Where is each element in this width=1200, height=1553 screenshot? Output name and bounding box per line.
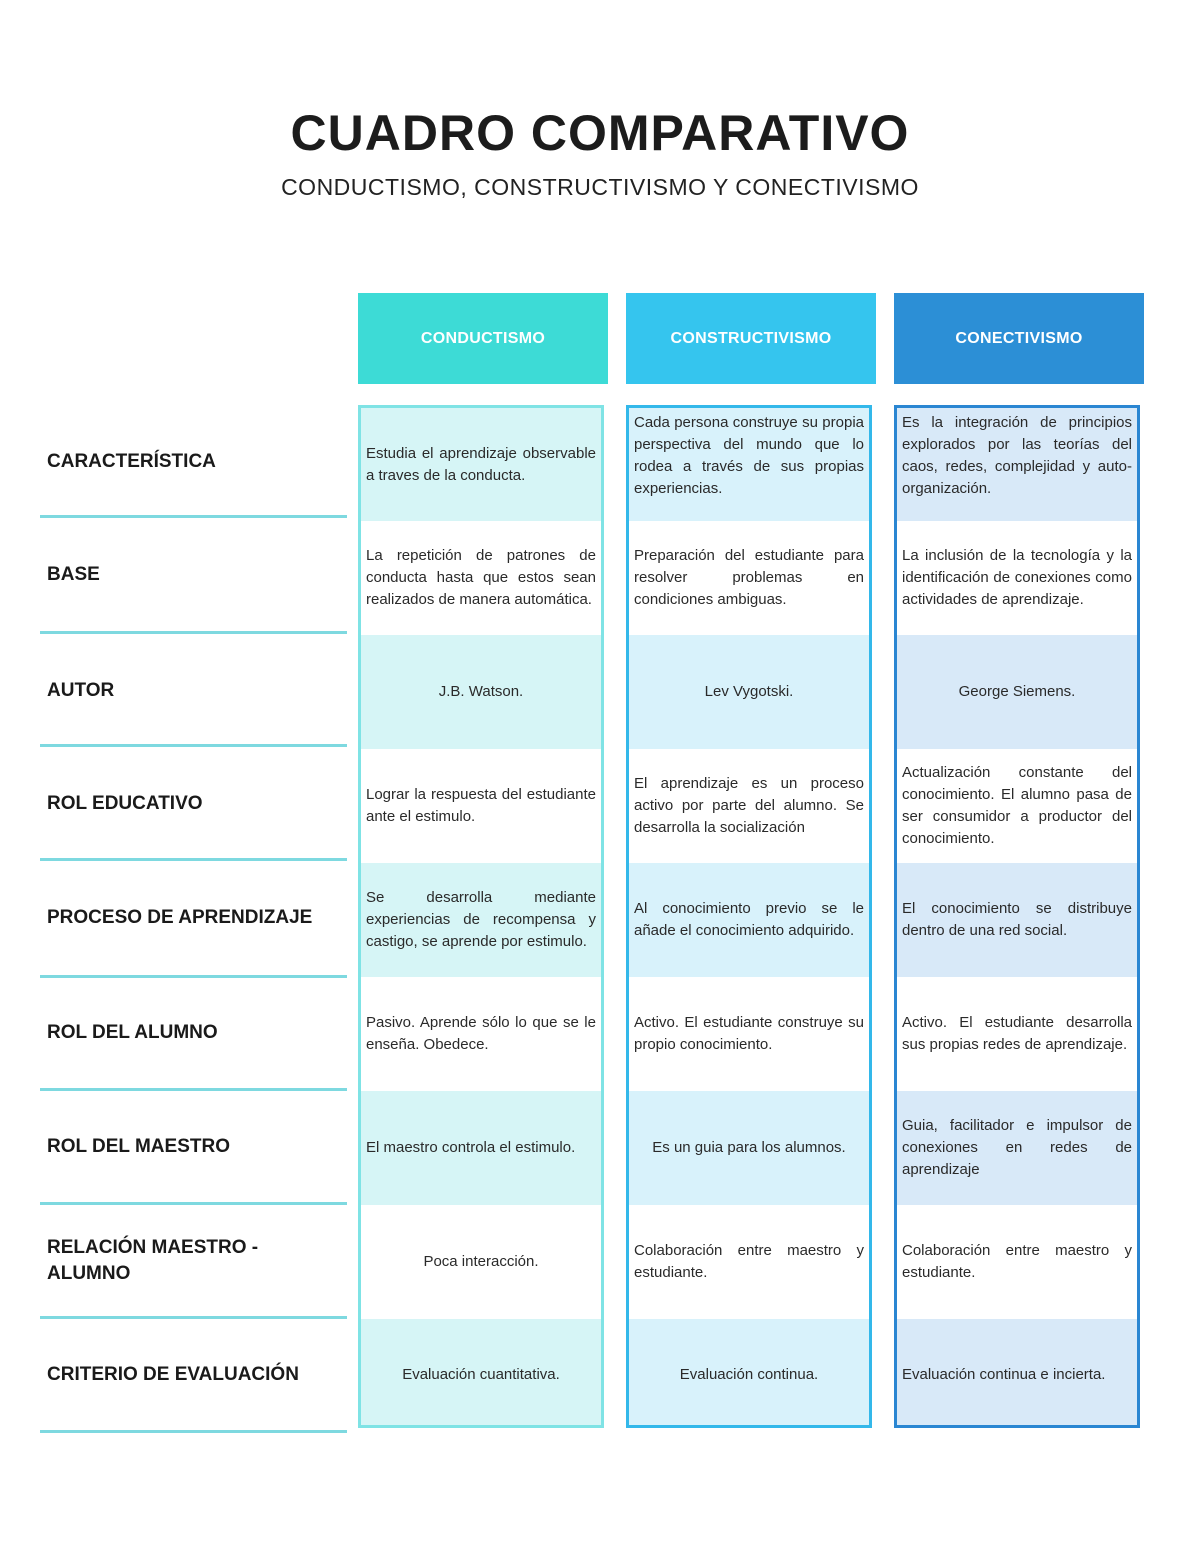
row-label-rol-del-maestro: ROL DEL MAESTRO [47, 1136, 230, 1157]
cell-relacion-maestro-alumno: Colaboración entre maestro y estudiante. [629, 1205, 869, 1319]
row-label-rol-del-alumno: ROL DEL ALUMNO [47, 1022, 218, 1043]
row-label-relacion-maestro-alumno: RELACIÓN MAESTRO - ALUMNO [47, 1237, 259, 1284]
row-label-caracteristica: CARACTERÍSTICA [47, 450, 216, 472]
cell-criterio-de-evaluacion: Evaluación cuantitativa. [361, 1319, 601, 1428]
row-label-rol-educativo: ROL EDUCATIVO [47, 793, 203, 814]
cell-autor: Lev Vygotski. [629, 635, 869, 749]
cell-rol-del-alumno: Activo. El estudiante construye su propio conocimiento. [629, 977, 869, 1091]
header-conductismo: CONDUCTISMO [358, 293, 608, 384]
cell-base: La inclusión de la tecnología y la identificación de conexiones como actividades de aprendizaje. [897, 521, 1137, 635]
cell-caracteristica: Es la integración de principios explorados por las teorías del caos, redes, complejidad y auto-organización. [897, 408, 1137, 521]
cell-rol-educativo: Lograr la respuesta del estudiante ante el estimulo. [361, 749, 601, 863]
page-title: CUADRO COMPARATIVO [290, 105, 910, 161]
row-label-proceso-de-aprendizaje: PROCESO DE APRENDIZAJE [47, 907, 313, 928]
column-conectivismo [894, 405, 1140, 1428]
row-label-criterio-de-evaluacion: CRITERIO DE EVALUACIÓN [47, 1364, 299, 1385]
column-conductismo [358, 405, 604, 1428]
cell-relacion-maestro-alumno: Colaboración entre maestro y estudiante. [897, 1205, 1137, 1319]
cell-proceso-de-aprendizaje: Se desarrolla mediante experiencias de recompensa y castigo, se aprende por estimulo. [361, 863, 601, 977]
cell-relacion-maestro-alumno: Poca interacción. [361, 1205, 601, 1319]
cell-criterio-de-evaluacion: Evaluación continua. [629, 1319, 869, 1428]
cell-caracteristica: Estudia el aprendizaje observable a traves de la conducta. [361, 408, 601, 521]
column-constructivismo [626, 405, 872, 1428]
cell-rol-del-maestro: El maestro controla el estimulo. [361, 1091, 601, 1205]
row-label-base: BASE [47, 564, 100, 585]
cell-criterio-de-evaluacion: Evaluación continua e incierta. [897, 1319, 1137, 1428]
cell-base: La repetición de patrones de conducta hasta que estos sean realizados de manera automática. [361, 521, 601, 635]
cell-autor: J.B. Watson. [361, 635, 601, 749]
cell-rol-educativo: Actualización constante del conocimiento. El alumno pasa de ser consumidor a productor del conocimiento. [897, 749, 1137, 863]
cell-proceso-de-aprendizaje: Al conocimiento previo se le añade el conocimiento adquirido. [629, 863, 869, 977]
header-constructivismo: CONSTRUCTIVISMO [626, 293, 876, 384]
page-subtitle: CONDUCTISMO, CONSTRUCTIVISMO Y CONECTIVISMO [281, 174, 919, 200]
cell-proceso-de-aprendizaje: El conocimiento se distribuye dentro de una red social. [897, 863, 1137, 977]
row-divider [40, 1430, 347, 1433]
cell-rol-del-maestro: Guia, facilitador e impulsor de conexiones en redes de aprendizaje [897, 1091, 1137, 1205]
cell-rol-del-alumno: Pasivo. Aprende sólo lo que se le enseña. Obedece. [361, 977, 601, 1091]
row-label-autor: AUTOR [47, 680, 115, 701]
cell-autor: George Siemens. [897, 635, 1137, 749]
cell-caracteristica: Cada persona construye su propia perspectiva del mundo que lo rodea a través de sus propias experiencias. [629, 408, 869, 521]
cell-rol-del-maestro: Es un guia para los alumnos. [629, 1091, 869, 1205]
cell-rol-del-alumno: Activo. El estudiante desarrolla sus propias redes de aprendizaje. [897, 977, 1137, 1091]
cell-base: Preparación del estudiante para resolver problemas en condiciones ambiguas. [629, 521, 869, 635]
cell-rol-educativo: El aprendizaje es un proceso activo por parte del alumno. Se desarrolla la socialización [629, 749, 869, 863]
header-conectivismo: CONECTIVISMO [894, 293, 1144, 384]
